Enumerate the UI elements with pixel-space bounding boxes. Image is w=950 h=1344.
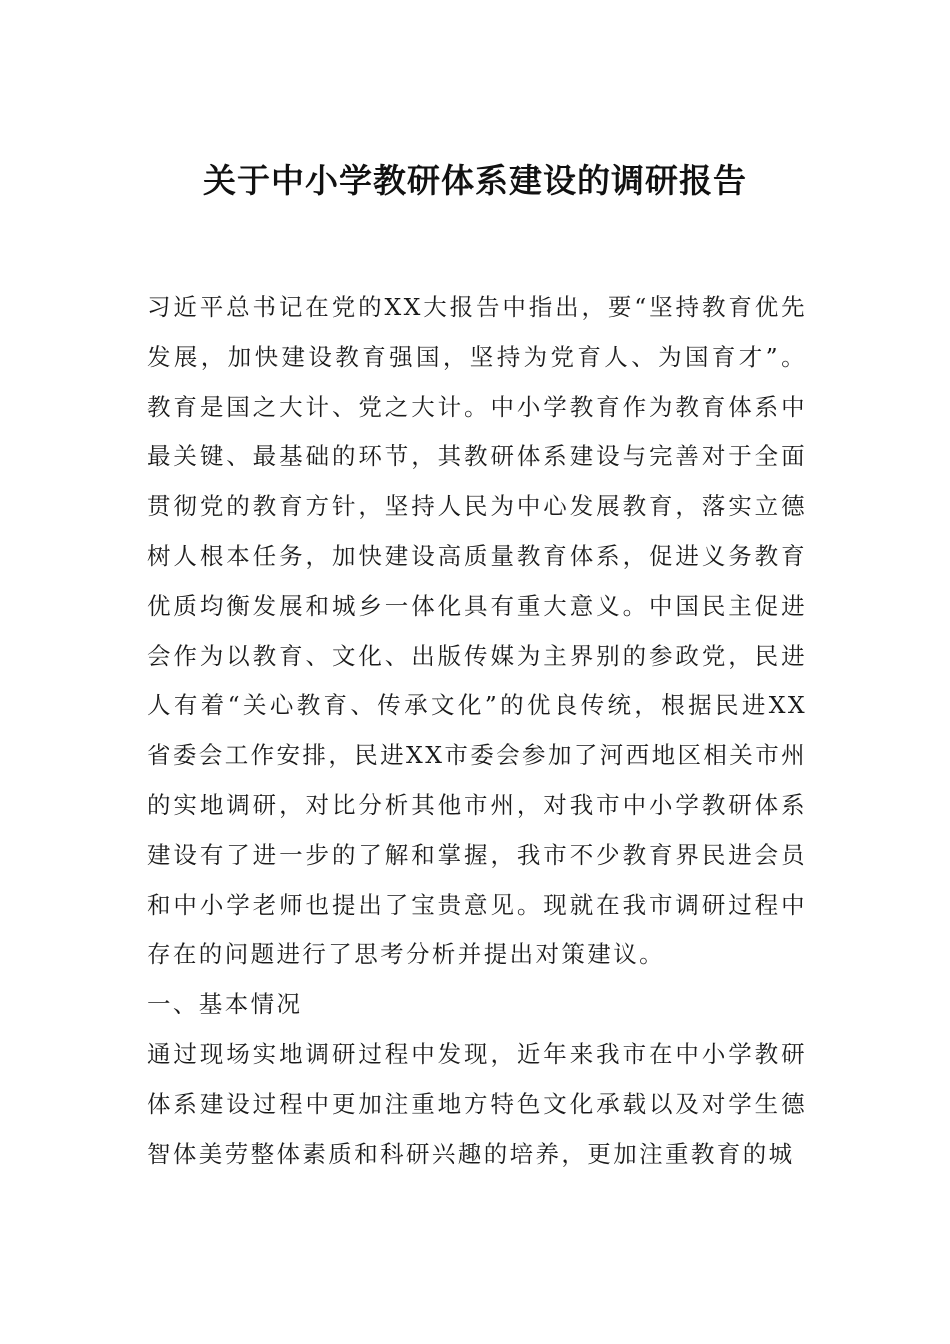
basic-situation-paragraph: 通过现场实地调研过程中发现，近年来我市在中小学教研体系建设过程中更加注重地方特色文化承载以及对学生德智体美劳整体素质和科研兴趣的培养，更加注重教育的城: [147, 1039, 807, 1168]
document-title: 关于中小学教研体系建设的调研报告: [203, 161, 747, 200]
section-heading-basic-situation: 一、基本情况: [147, 990, 303, 1019]
document-body: [147, 283, 807, 1179]
intro-paragraph: 习近平总书记在党的XX大报告中指出，要“坚持教育优先发展，加快建设教育强国，坚持为党育人、为国育才”。教育是国之大计、党之大计。中小学教育作为教育体系中最关键、最基础的环节，其教研体系建设与完善对于全面贯彻党的教育方针，坚持人民为中心发展教育，落实立德树人根本任务，加快建设高质量教育体系，促进义务教育优质均衡发展和城乡一体化具有重大意义。中国民主促进会作为以教育、文化、出版传媒为主界别的参政党，民进人有着“关心教育、传承文化”的优良传统，根据民进XX省委会工作安排，民进XX市委会参加了河西地区相关市州的实地调研，对比分析其他市州，对我市中小学教研体系建设有了进一步的了解和掌握，我市不少教育界民进会员和中小学老师也提出了宝贵意见。现就在我市调研过程中存在的问题进行了思考分析并提出对策建议。: [147, 293, 807, 969]
